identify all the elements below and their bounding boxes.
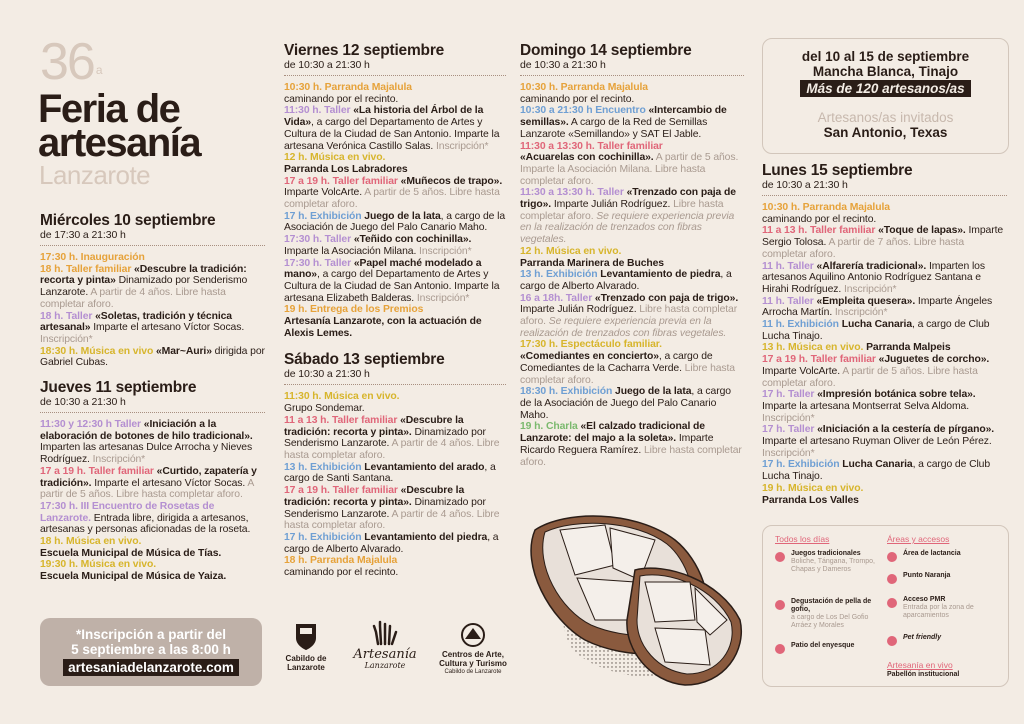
divider <box>40 412 265 413</box>
event: 11:30 a 13:30 h. Taller «Trenzado con paja de trigo». Imparte Julián Rodríguez. Libre hasta completar aforo. Se requiere experiencia previa en la realización de trenzados con fibras vegetales. <box>520 187 736 246</box>
event: 19:30 h. Música en vivo. Escuela Municipal de Música de Yaiza. <box>40 559 227 583</box>
event: 11 a 13 h. Taller familiar «Descubre la tradición: recorta y pinta». Dinamizado por Senderismo Lanzarote. A partir de 4 años. Libre hasta completar aforo. <box>284 414 500 461</box>
legend-item: Pabellón institucional <box>887 671 960 678</box>
wheelchair-icon <box>887 598 897 608</box>
legend-item: Punto Naranja <box>903 572 951 579</box>
legend-heading-areas: Áreas y accesos <box>887 534 950 544</box>
sandals-illustration <box>515 470 755 695</box>
event: 18:30 h. Música en vivo «Mar~Auri» dirigida por Gabriel Cubas. <box>40 345 265 369</box>
event: 17:30 h. Taller «Papel maché modelado a mano», a cargo del Departamento de Artes y Cultura de la Ciudad de San Antonio. Imparte la artesana Elizabeth Balderas. Inscripción* <box>284 257 500 304</box>
artesania-logo: Artesanía Lanzarote <box>350 620 420 670</box>
inscription-line1: *Inscripción a partir del <box>75 627 227 642</box>
event: 18 h. Parranda Majalula caminando por el recinto. <box>284 555 399 579</box>
event: 17:30 h. III Encuentro de Rosetas de Lanzarote. Entrada libre, dirigida a artesanos, artesanas y personas aficionadas de la roseta. <box>40 500 251 536</box>
day-title-fri: Viernes 12 septiembre <box>284 42 445 59</box>
event: 17 a 19 h. Taller familiar «Muñecos de trapo». Imparte VolcArte. A partir de 5 años. Libre hasta completar aforo. <box>284 175 503 211</box>
event: 18:30 h. Exhibición Juego de la lata, a cargo de la Asociación de Juego del Palo Canario Maho. <box>520 386 731 421</box>
event: 16 a 18h. Taller «Trenzado con paja de trigo». Imparte Julián Rodríguez. Libre hasta completar aforo. Se requiere experiencia previa en la realización de trenzados con fibras vegetales. <box>520 292 739 339</box>
legend-item: Degustación de pella de gofio, a cargo de Los Del Gofio Arráez y Morales <box>791 598 872 629</box>
orange-point-icon <box>887 574 897 584</box>
divider <box>40 245 265 246</box>
event: 17:30 h. Taller «Teñido con cochinilla». Imparte la Asociación Milana. Inscripción* <box>284 234 472 257</box>
info-location: Mancha Blanca, Tinajo <box>812 64 959 79</box>
event: 12 h. Música en vivo. Parranda Los Labradores <box>284 152 408 175</box>
event: 10:30 h. Parranda Majalula caminando por el recinto. <box>284 82 412 105</box>
column-2 <box>284 42 506 579</box>
event: 11:30 h. Taller «La historia del Árbol de la Vida», a cargo del Departamento de Artes y Cultura de la Ciudad de San Antonio. Imparte la artesana Verónica Castillo Salas. Inscripción* <box>284 105 500 152</box>
event: 10:30 h. Parranda Majalula caminando por el recinto. <box>520 82 648 105</box>
day-title-sun: Domingo 14 septiembre <box>520 42 692 59</box>
day-title-wed: Miércoles 10 septiembre <box>40 212 216 229</box>
event: 18 h. Taller «Soletas, tradición y técnica artesanal» Imparte el artesano Víctor Socas. Inscripción* <box>40 310 245 345</box>
event: 13 h. Exhibición Levantamiento del arado, a cargo de Santi Santana. <box>284 461 496 485</box>
event: 17 h. Exhibición Juego de la lata, a cargo de la Asociación de Juego del Palo Canario Maho. <box>284 210 506 234</box>
divider <box>762 195 1007 196</box>
event: 17:30 h. Espectáculo familiar. «Comediantes en concierto», a cargo de Comediantes de la Cacharra Verde. Libre hasta completar aforo. <box>520 339 735 386</box>
event: 10:30 a 21:30 h Encuentro «Intercambio de semillas». A cargo de la Red de Semillas Lanzarote «Semillando» y SAT El Jable. <box>520 105 727 140</box>
day-hours-sat: de 10:30 a 21:30 h <box>284 368 370 381</box>
legend-heading-daily: Todos los días <box>775 534 830 544</box>
event: 11:30 y 12:30 h Taller «Iniciación a la elaboración de botones de hilo tradicional». Imparten las artesanas Dulce Arrocha y Nieves Rodríguez. Inscripción* <box>40 419 253 466</box>
games-icon <box>775 552 785 562</box>
legend-item: Área de lactancia <box>903 550 961 557</box>
day-hours-thu: de 10:30 a 21:30 h <box>40 396 126 409</box>
event: 11 h. Taller «Empleita quesera». Imparte Ángeles Arrocha Martín. Inscripción* <box>762 295 993 319</box>
day-title-mon: Lunes 15 septiembre <box>762 162 913 179</box>
event: 18 h. Música en vivo. Escuela Municipal de Música de Tías. <box>40 536 222 559</box>
info-artisans: Más de 120 artesanos/as <box>800 80 970 97</box>
legend-box <box>762 525 1009 687</box>
event: 19 h. Música en vivo. Parranda Los Valles <box>762 482 864 506</box>
legend-item: Juegos tradicionales Boliche, Tángana, Trompo, Chapas y Dameros <box>791 550 875 573</box>
day-hours-wed: de 17:30 a 21:30 h <box>40 229 126 241</box>
event: 18 h. Taller familiar «Descubre la tradición: recorta y pinta» Dinamizado por Senderismo Lanzarote. A partir de 4 años. Libre hasta completar aforo. <box>40 263 248 310</box>
info-dates: del 10 al 15 de septiembre <box>801 49 970 64</box>
event: 17 h. Taller «Iniciación a la cestería de pírgano». Imparte el artesano Ruyman Oliver de León Pérez. Inscripción* <box>762 424 995 459</box>
event: 13 h. Música en vivo. Parranda Malpeis <box>762 342 951 354</box>
info-guest-label: Artesanos/as invitados <box>817 110 954 125</box>
event: 11:30 a 13:30 h. Taller familiar «Acuarelas con cochinilla». A partir de 5 años. Imparte la Asociación Milana. Libre hasta completar aforo. <box>520 140 739 187</box>
event: 11 h. Taller «Alfarería tradicional». Imparten los artesanos Aquilino Antonio Rodríguez Santana e Hirahi Rodríguez. Inscripción* <box>762 260 985 295</box>
legend-item: Pet friendly <box>903 634 942 641</box>
event: 17 h. Exhibición Levantamiento del piedra, a cargo de Alberto Alvarado. <box>284 531 499 555</box>
event: 17 a 19 h. Taller familiar «Juguetes de corcho». Imparte VolcArte. A partir de 5 años. Libre hasta completar aforo. <box>762 354 990 389</box>
divider <box>520 75 744 76</box>
column-1 <box>40 212 265 583</box>
hand-icon <box>370 620 400 646</box>
edition-number: 36 $^a$ <box>40 33 101 91</box>
centros-logo: Centros de Arte, Cultura y Turismo Cabildo de Lanzarote <box>432 622 514 677</box>
legend-item: Patio del enyesque <box>791 642 855 649</box>
inscription-box <box>40 618 262 686</box>
gofio-icon <box>775 600 785 610</box>
paw-icon <box>887 636 897 646</box>
legend-live-craft: Artesanía en vivo <box>887 660 953 670</box>
event: 11 h. Exhibición Lucha Canaria, a cargo de Club Lucha Tinajo. <box>762 319 990 342</box>
event: 17:30 h. Inauguración <box>40 252 145 263</box>
lactation-icon <box>887 552 897 562</box>
event: 13 h. Exhibición Levantamiento de piedra, a cargo de Alberto Alvarado. <box>520 269 732 292</box>
column-3 <box>520 42 744 468</box>
page-subtitle: Lanzarote <box>39 160 151 190</box>
day-title-sat: Sábado 13 septiembre <box>284 351 445 369</box>
event: 17 a 19 h. Taller familiar «Descubre la tradición: recorta y pinta». Dinamizado por Senderismo Lanzarote. A partir de 4 años. Libre hasta completar aforo. <box>284 485 500 532</box>
info-guest-place: San Antonio, Texas <box>823 125 948 140</box>
day-hours-sun: de 10:30 a 21:30 h <box>520 59 606 71</box>
patio-icon <box>775 644 785 654</box>
event: 17 h. Taller «Impresión botánica sobre tela». Imparte la artesana Montserrat Selva Aldoma. Inscripción* <box>762 389 976 424</box>
website-link[interactable]: artesaniadelanzarote.com <box>63 659 239 676</box>
cabildo-logo: Cabildo de Lanzarote <box>284 622 328 672</box>
event: 12 h. Música en vivo. Parranda Marinera de Buches <box>520 245 664 269</box>
event: 10:30 h. Parranda Majalula caminando por el recinto. <box>762 202 890 225</box>
day-hours-mon: de 10:30 a 21:30 h <box>762 179 848 191</box>
column-4 <box>762 162 1007 506</box>
event: 19 h. Entrega de los Premios Artesanía Lanzarote, con la actuación de Alexis Lemes. <box>284 304 482 339</box>
event: 17 h. Exhibición Lucha Canaria, a cargo de Club Lucha Tinajo. <box>762 459 991 483</box>
info-box <box>762 38 1009 154</box>
inscription-line2: 5 septiembre a las 8:00 h <box>71 642 231 657</box>
divider <box>284 384 506 385</box>
page-title: Feria de artesanía <box>38 87 201 165</box>
event: 19 h. Charla «El calzado tradicional de Lanzarote: del majo a la soleta». Imparte Ricardo Reguera Ramírez. Libre hasta completar aforo. <box>520 421 742 468</box>
event: 11:30 h. Música en vivo. Grupo Sondemar. <box>284 391 400 415</box>
divider <box>284 75 506 76</box>
event: 17 a 19 h. Taller familiar «Curtido, zapatería y tradición». Imparte el artesano Víctor Socas. A partir de 5 años. Libre hasta completar aforo. <box>40 465 257 501</box>
event: 11 a 13 h. Taller familiar «Toque de lapas». Imparte Sergio Tolosa. A partir de 7 años. Libre hasta completar aforo. <box>762 225 1004 260</box>
centros-icon <box>460 622 486 648</box>
shield-icon <box>294 622 318 652</box>
day-title-thu: Jueves 11 septiembre <box>40 379 197 397</box>
legend-item: Acceso PMR Entrada por la zona de aparcamientos <box>903 596 974 619</box>
day-hours-fri: de 10:30 a 21:30 h <box>284 59 370 71</box>
